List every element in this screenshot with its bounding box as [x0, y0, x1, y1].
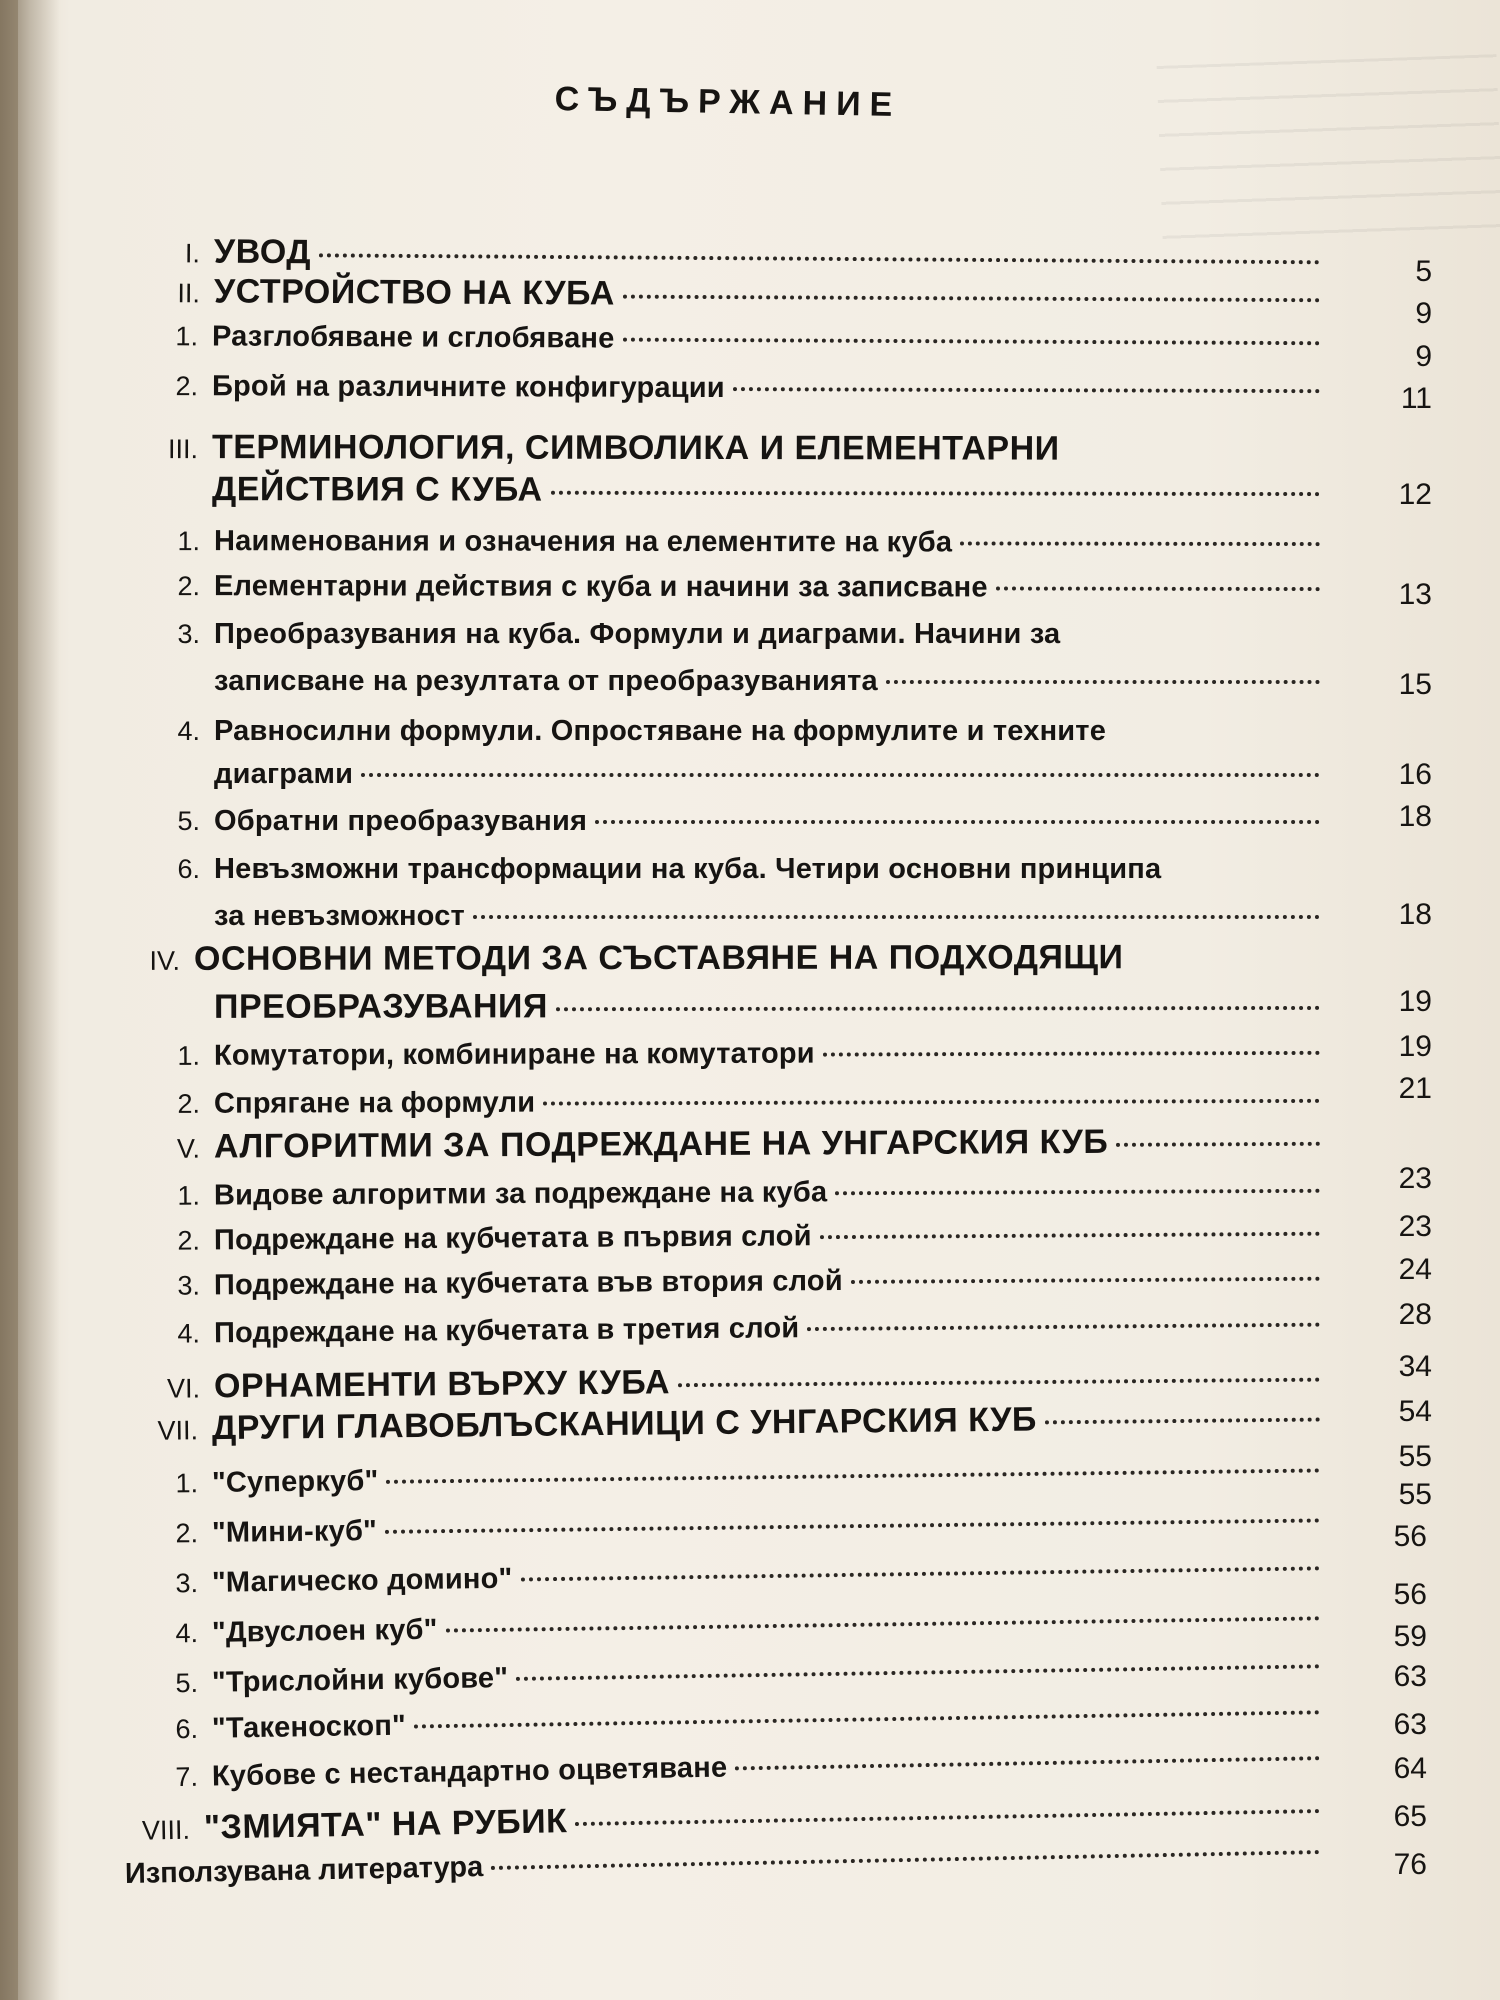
toc-page-number: 34 [1398, 1350, 1432, 1383]
toc-entry-number: 6. [177, 854, 200, 884]
leader-dots [543, 1099, 1320, 1106]
toc-entry-title: Видове алгоритми за подреждане на куба [213, 1176, 828, 1212]
toc-entry [128, 470, 1320, 511]
toc-page-number: 18 [1398, 898, 1432, 931]
toc-entry-number: I. [184, 238, 201, 269]
toc-page-number: 65 [1393, 1800, 1427, 1833]
toc-entry-title: ОСНОВНИ МЕТОДИ ЗА СЪСТАВЯНЕ НА ПОДХОДЯЩИ [193, 938, 1124, 978]
toc-entry [128, 370, 1320, 407]
toc-entry [130, 853, 1280, 886]
toc-entry-number: 3. [177, 1270, 201, 1301]
toc-entry-number: 2. [177, 1088, 201, 1119]
toc-entry-number: 4. [177, 716, 200, 746]
toc-entry-title: Подреждане на кубчетата в първия слой [213, 1220, 812, 1257]
toc-entry-title: ДРУГИ ГЛАВОБЛЪСКАНИЦИ С УНГАРСКИЯ КУБ [211, 1400, 1038, 1448]
toc-entry-number: 1. [177, 1180, 201, 1211]
toc-entry-title: Преобразувания на куба. Формули и диаграми. Начини за [214, 618, 1061, 650]
toc-page-number: 56 [1393, 1578, 1427, 1611]
toc-entry-number: 3. [175, 1568, 199, 1599]
toc-entry-number: 2. [175, 371, 199, 402]
toc-entry [130, 665, 1320, 698]
toc-page-number: 9 [1415, 297, 1432, 330]
toc-page-number: 24 [1398, 1253, 1432, 1286]
toc-page-number: 19 [1398, 1030, 1432, 1063]
leader-dots [820, 1232, 1320, 1239]
toc-page-number: 23 [1398, 1210, 1432, 1243]
leader-dots [835, 1189, 1320, 1196]
toc-entry-title: АЛГОРИТМИ ЗА ПОДРЕЖДАНЕ НА УНГАРСКИЯ КУБ [213, 1122, 1109, 1166]
toc-entry-number: 7. [175, 1761, 199, 1793]
leader-dots [520, 1566, 1319, 1581]
toc-entry-number: V. [176, 1133, 201, 1164]
leader-dots [823, 1051, 1320, 1057]
toc-entry-number: 1. [177, 526, 201, 557]
toc-entry-number: 1. [175, 321, 199, 352]
toc-page-number: 55 [1398, 1440, 1432, 1473]
toc-entry-title: Наименования и означения на елементите на куба [213, 525, 953, 559]
toc-page-number: 23 [1398, 1162, 1432, 1195]
leader-dots [516, 1664, 1320, 1681]
toc-entry-title: "Магическо домино" [211, 1562, 513, 1599]
toc-entry [130, 1262, 1320, 1303]
toc-entry-title: Невъзможни трансформации на куба. Четири основни принципа [214, 853, 1162, 885]
toc-entry-title: УСТРОЙСТВО НА КУБА [213, 272, 615, 313]
toc-entry-title: Кубове с нестандартно оцветяване [211, 1751, 728, 1793]
toc-entry-title: Комутатори, комбиниране на комутатори [213, 1037, 815, 1072]
leader-dots [319, 253, 1320, 264]
toc-entry-title: "Суперкуб" [211, 1464, 379, 1499]
toc-entry [128, 1453, 1320, 1501]
leader-dots [622, 338, 1320, 346]
leader-dots [551, 491, 1320, 496]
leader-dots [886, 680, 1320, 684]
toc-page-number: 13 [1398, 578, 1432, 611]
leader-dots [807, 1323, 1320, 1331]
toc-page-number: 11 [1400, 382, 1432, 415]
toc-entry-title: за невъзможност [214, 900, 465, 932]
toc-entry [128, 1601, 1320, 1651]
toc-entry [128, 1551, 1320, 1601]
page-title: СЪДЪРЖАНИЕ [554, 80, 902, 125]
toc-entry-title: ОРНАМЕНТИ ВЪРХУ КУБА [213, 1363, 671, 1406]
leader-dots [678, 1378, 1320, 1388]
leader-dots [1116, 1142, 1320, 1147]
leader-dots [385, 1518, 1320, 1533]
toc-page-number: 12 [1398, 478, 1432, 511]
toc-entry-number: 2. [175, 1518, 199, 1549]
toc-entry-number: 2. [177, 1225, 201, 1256]
toc-entry [130, 758, 1320, 791]
leader-dots [733, 387, 1320, 393]
leader-dots [556, 1006, 1320, 1011]
toc-entry-title: ДЕЙСТВИЯ С КУБА [211, 470, 543, 509]
toc-entry-number: 1. [177, 1040, 201, 1071]
toc-page-number: 9 [1415, 340, 1432, 373]
toc-page-number: 64 [1393, 1752, 1427, 1785]
toc-entry-title: Подреждане на кубчетата в третия слой [213, 1312, 800, 1350]
toc-page-number: 21 [1398, 1072, 1432, 1105]
toc-entry-number: III. [167, 434, 199, 465]
toc-entry-title: Елементарни действия с куба и начини за записване [213, 570, 988, 604]
toc-page-number: 15 [1398, 668, 1432, 701]
toc-page-number: 63 [1393, 1660, 1427, 1693]
leader-dots [735, 1756, 1320, 1770]
toc-page-number: 59 [1393, 1620, 1427, 1653]
toc-page-number: 55 [1398, 1478, 1432, 1511]
toc-entry-title: "Двуслоен куб" [211, 1613, 438, 1649]
toc-entry-title: ПРЕОБРАЗУВАНИЯ [213, 987, 548, 1026]
leader-dots [491, 1850, 1320, 1870]
toc-entry [130, 986, 1320, 1027]
toc-page-number: 16 [1398, 758, 1432, 791]
toc-entry-title: Обратни преобразувания [214, 805, 588, 837]
leader-dots [386, 1468, 1319, 1483]
toc-entry [130, 525, 1320, 560]
leader-dots [623, 295, 1320, 303]
toc-entry [128, 1741, 1320, 1795]
toc-entry-number: 5. [175, 1667, 199, 1699]
toc-entry-number: 4. [175, 1618, 199, 1649]
leader-dots [446, 1616, 1320, 1632]
leader-dots [414, 1710, 1320, 1728]
leader-dots [1045, 1418, 1320, 1425]
toc-entry-title: "Трислойни кубове" [211, 1662, 509, 1699]
toc-page-number: 28 [1398, 1298, 1432, 1331]
toc-entry [130, 805, 1320, 838]
toc-entry-title: Брой на различните конфигурации [211, 370, 725, 405]
toc-entry-number: 3. [177, 619, 200, 649]
toc-entry-number: II. [177, 278, 201, 309]
toc-entry-number: 2. [177, 571, 201, 602]
toc-entry [130, 272, 1320, 317]
toc-page-number: 54 [1398, 1395, 1432, 1428]
toc-entry [130, 618, 1280, 651]
toc-entry-number: VI. [166, 1373, 201, 1404]
toc-page-number: 19 [1398, 985, 1432, 1018]
toc-entry-number: 1. [175, 1468, 199, 1499]
toc-entry [110, 938, 1260, 979]
toc-entry [128, 1649, 1320, 1701]
toc-entry [130, 1122, 1320, 1167]
toc-entry-number: 5. [177, 806, 200, 836]
toc-entry-title: УВОД [213, 232, 312, 272]
toc-entry-title: Разглобяване и сглобяване [211, 320, 615, 355]
leader-dots [595, 820, 1320, 824]
toc-page-number: 56 [1393, 1520, 1427, 1553]
toc-entry [130, 1308, 1320, 1351]
toc-entry-title: ТЕРМИНОЛОГИЯ, СИМВОЛИКА И ЕЛЕМЕНТАРНИ [211, 428, 1060, 468]
leader-dots [851, 1277, 1320, 1284]
toc-entry-title: Използувана литература [124, 1851, 484, 1890]
toc-entry-number: IV. [149, 945, 181, 976]
toc-entry [128, 320, 1320, 359]
leader-dots [361, 773, 1320, 777]
toc-entry [130, 1217, 1320, 1258]
toc-entry-title: "ЗМИЯТА" НА РУБИК [203, 1802, 568, 1847]
toc-entry-number: 6. [175, 1713, 199, 1745]
toc-entry-title: "Такеноскоп" [211, 1709, 407, 1745]
toc-page-number: 63 [1393, 1708, 1427, 1741]
toc-entry-title: Равносилни формули. Опростяване на формулите и техните [214, 715, 1107, 747]
toc-entry-number: 4. [177, 1318, 201, 1349]
toc-page-number: 76 [1393, 1848, 1427, 1881]
toc-entry-number: VIII. [141, 1814, 191, 1846]
toc-entry-title: Спрягане на формули [213, 1086, 536, 1120]
toc-entry [130, 1036, 1320, 1073]
toc-entry-title: "Мини-куб" [211, 1514, 378, 1549]
toc-entry-title: диаграми [214, 758, 354, 790]
toc-entry-number: VII. [157, 1415, 199, 1446]
toc-entry [130, 570, 1320, 605]
toc-page-number: 18 [1398, 800, 1432, 833]
leader-dots [575, 1809, 1320, 1826]
toc-entry [128, 1503, 1320, 1551]
toc-entry [130, 1084, 1320, 1121]
leader-dots [996, 587, 1320, 592]
toc-page-number: 5 [1415, 255, 1432, 288]
toc-entry [130, 715, 1280, 748]
toc-entry [130, 900, 1320, 933]
toc-entry-title: записване на резултата от преобразуванията [214, 665, 878, 697]
leader-dots [960, 541, 1320, 546]
toc-entry [128, 428, 1278, 469]
toc-entry-title: Подреждане на кубчетата във втория слой [213, 1265, 843, 1302]
toc-entry [128, 1695, 1320, 1747]
toc-entry [130, 1174, 1320, 1213]
leader-dots [473, 915, 1320, 919]
